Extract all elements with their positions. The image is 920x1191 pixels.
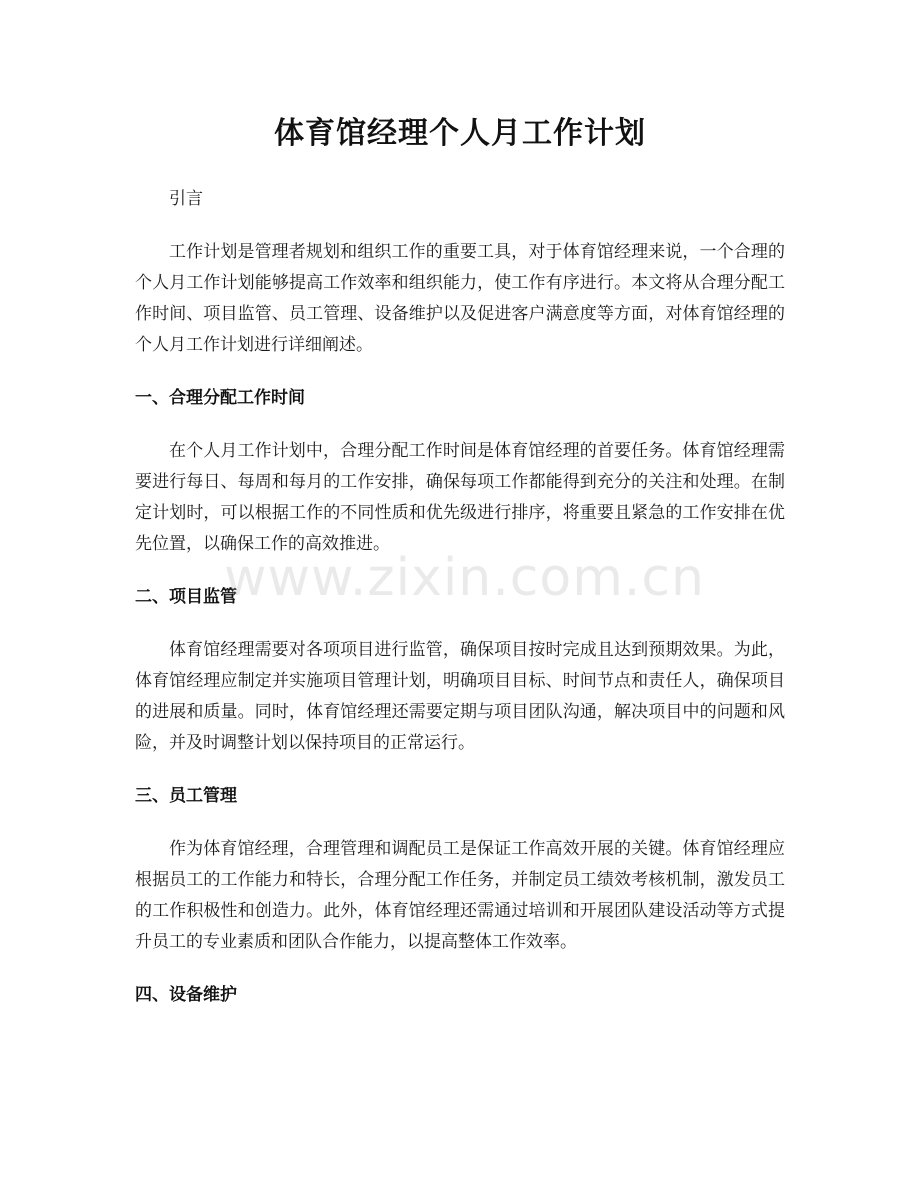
section-paragraph-1: 在个人月工作计划中，合理分配工作时间是体育馆经理的首要任务。体育馆经理需要进行每日、每周和每月的工作安排，确保每项工作都能得到充分的关注和处理。在制定计划时，可以根据工作的不同性质和优先级进行排序，将重要且紧急的工作安排在优先位置，以确保工作的高效推进。 — [135, 441, 785, 554]
document-title: 体育馆经理个人月工作计划 — [274, 116, 646, 151]
watermark: www.zixin.com.cn — [224, 548, 705, 608]
intro-paragraph: 工作计划是管理者规划和组织工作的重要工具，对于体育馆经理来说，一个合理的个人月工作计划能够提高工作效率和组织能力，使工作有序进行。本文将从合理分配工作时间、项目监管、员工管理、设备维护以及促进客户满意度等方面，对体育馆经理的个人月工作计划进行详细阐述。 — [135, 242, 785, 355]
document-body — [135, 184, 785, 1033]
section-paragraph-2: 体育馆经理需要对各项项目进行监管，确保项目按时完成且达到预期效果。为此，体育馆经理应制定并实施项目管理计划，明确项目目标、时间节点和责任人，确保项目的进展和质量。同时，体育馆经理还需要定期与项目团队沟通，解决项目中的问题和风险，并及时调整计划以保持项目的正常运行。 — [135, 640, 785, 753]
section-heading-3: 三、员工管理 — [135, 786, 237, 806]
section-heading-1: 一、合理分配工作时间 — [135, 388, 305, 408]
section-paragraph-3: 作为体育馆经理，合理管理和调配员工是保证工作高效开展的关键。体育馆经理应根据员工的工作能力和特长，合理分配工作任务，并制定员工绩效考核机制，激发员工的工作积极性和创造力。此外，体育馆经理还需通过培训和开展团队建设活动等方式提升员工的专业素质和团队合作能力，以提高整体工作效率。 — [135, 839, 785, 952]
intro-label: 引言 — [169, 189, 203, 209]
section-heading-2: 二、项目监管 — [135, 587, 237, 607]
section-heading-4: 四、设备维护 — [135, 985, 237, 1005]
